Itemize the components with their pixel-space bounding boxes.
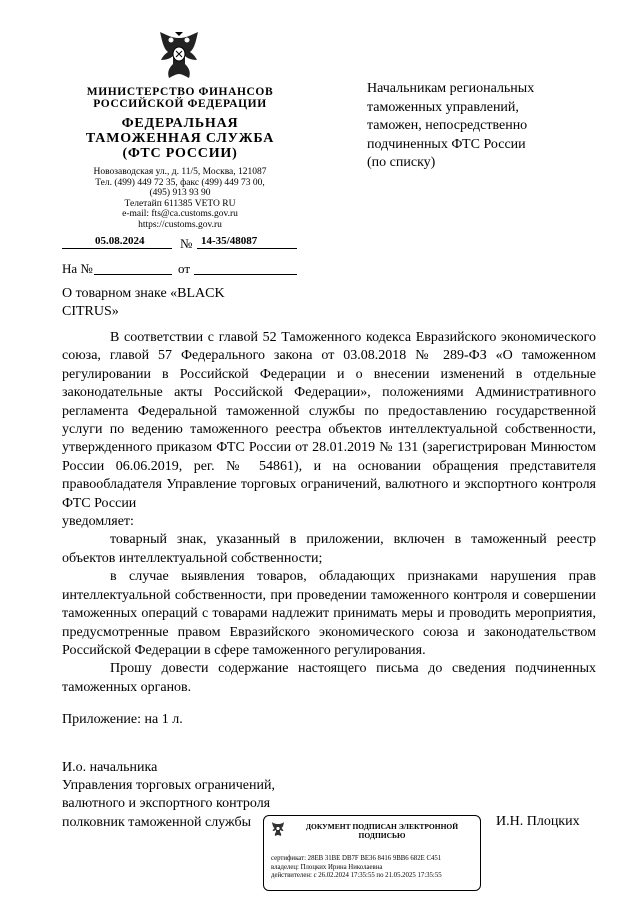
stamp-owner: владелец: Плоцких Ирина Николаевна [271,863,383,871]
reference-from-label: от [178,261,191,276]
signatory-name: И.Н. Плоцких [496,814,580,829]
ministry-line-2: РОССИЙСКОЙ ФЕДЕРАЦИИ [93,98,267,110]
subject [62,285,225,321]
service-line-1: ФЕДЕРАЛЬНАЯ [121,116,239,131]
stamp-info [271,855,442,881]
recipient-block [367,80,534,173]
russian-emblem-icon [157,30,201,82]
body-paragraph-1: В соответствии с главой 52 Таможенного кодекса Евразийского экономического союза, главой 57 Федерального закона от 03.08.2018 № 289-ФЗ «О таможенном регулировании в Российской Федерации и о внесении изменений в отдельные законодательные акты Российской Федерации», положениями Административного регламента Федеральной таможенной службы по предоставлению государственной услуги по ведению таможенного реестра объектов интеллектуальной собственности, утвержденного приказом ФТС России от 28.01.2019 № 131 (зарегистрирован Минюстом России 06.06.2019, рег. № 54861), и на основании обращения представителя правообладателя Управление торговых ограничений, валютного и экспортного контроля ФТС России [62,330,596,511]
signature-line: Управления торговых ограничений, [62,778,275,794]
registration-date: 05.08.2024 [95,235,145,247]
stamp-validity: действителен: с 26.02.2024 17:35:55 по 21.05.2025 17:35:55 [271,872,442,880]
body-paragraph-1-end: уведомляет: [62,514,134,530]
signature-line: И.о. начальника [62,760,158,775]
address-line: Тел. (499) 449 72 35, факс (499) 449 73 00, [95,177,265,188]
body-paragraph-4: Прошу довести содержание настоящего письма до сведения подчиненных таможенных органов. [62,661,596,695]
stamp-title [290,823,474,840]
reference-label: На № [62,261,93,276]
address-line: e-mail: fts@ca.customs.gov.ru [122,209,238,219]
body-paragraph-3: в случае выявления товаров, обладающих признаками нарушения прав интеллектуальной собственности, при проведении таможенного контроля и совершении таможенных операций с товарами надлежит принимать меры и проводить мероприятия, предусмотренные правом Евразийского экономического союза и законодательством Российской Федерации в сфере таможенного регулирования. [62,569,596,658]
attachment-note: Приложение: на 1 л. [62,712,183,727]
registration-number-underline [197,248,297,249]
service-line-3: (ФТС РОССИИ) [122,146,238,161]
stamp-certificate: сертификат: 28EB 31BE DB7F BE36 8416 9BB6 682E C451 [271,855,442,862]
address-line: Телетайп 611385 VETO RU [124,198,236,209]
recipient-line: Начальникам региональных [367,81,535,96]
reference-number-underline [94,274,172,275]
recipient-line: подчиненных ФТС России [367,136,526,152]
ministry-line-1: МИНИСТЕРСТВО ФИНАНСОВ [86,86,274,98]
recipient-line: таможенных управлений, [367,99,519,115]
service-line-2: ТАМОЖЕННАЯ СЛУЖБА [85,131,275,146]
registration-number: 14-35/48087 [201,235,258,247]
registration-number-sign: № [180,236,193,251]
registration-date-underline [62,248,172,249]
address-line: https://customs.gov.ru [138,219,222,230]
reference-date-underline [194,274,297,275]
body-paragraph-2: товарный знак, указанный в приложении, включен в таможенный реестр объектов интеллектуальной собственности; [62,532,596,566]
address-line: (495) 913 93 90 [149,188,211,198]
letter-body [62,329,596,697]
recipient-line: (по списку) [367,155,436,170]
stamp-title-line: ДОКУМЕНТ ПОДПИСАН ЭЛЕКТРОННОЙ [305,822,459,831]
recipient-line: таможен, непосредственно [367,118,528,133]
subject-line: О товарном знаке «BLACK [62,286,225,301]
signature-line: валютного и экспортного контроля [62,796,271,812]
stamp-title-line: ПОДПИСЬЮ [358,830,406,840]
electronic-signature-stamp [263,815,481,891]
subject-line: CITRUS» [62,304,119,319]
signature-block [62,759,275,832]
stamp-emblem-icon [271,821,285,837]
signature-line: полковник таможенной службы [62,814,252,830]
address-line: Новозаводская ул., д. 11/5, Москва, 121087 [93,167,267,177]
